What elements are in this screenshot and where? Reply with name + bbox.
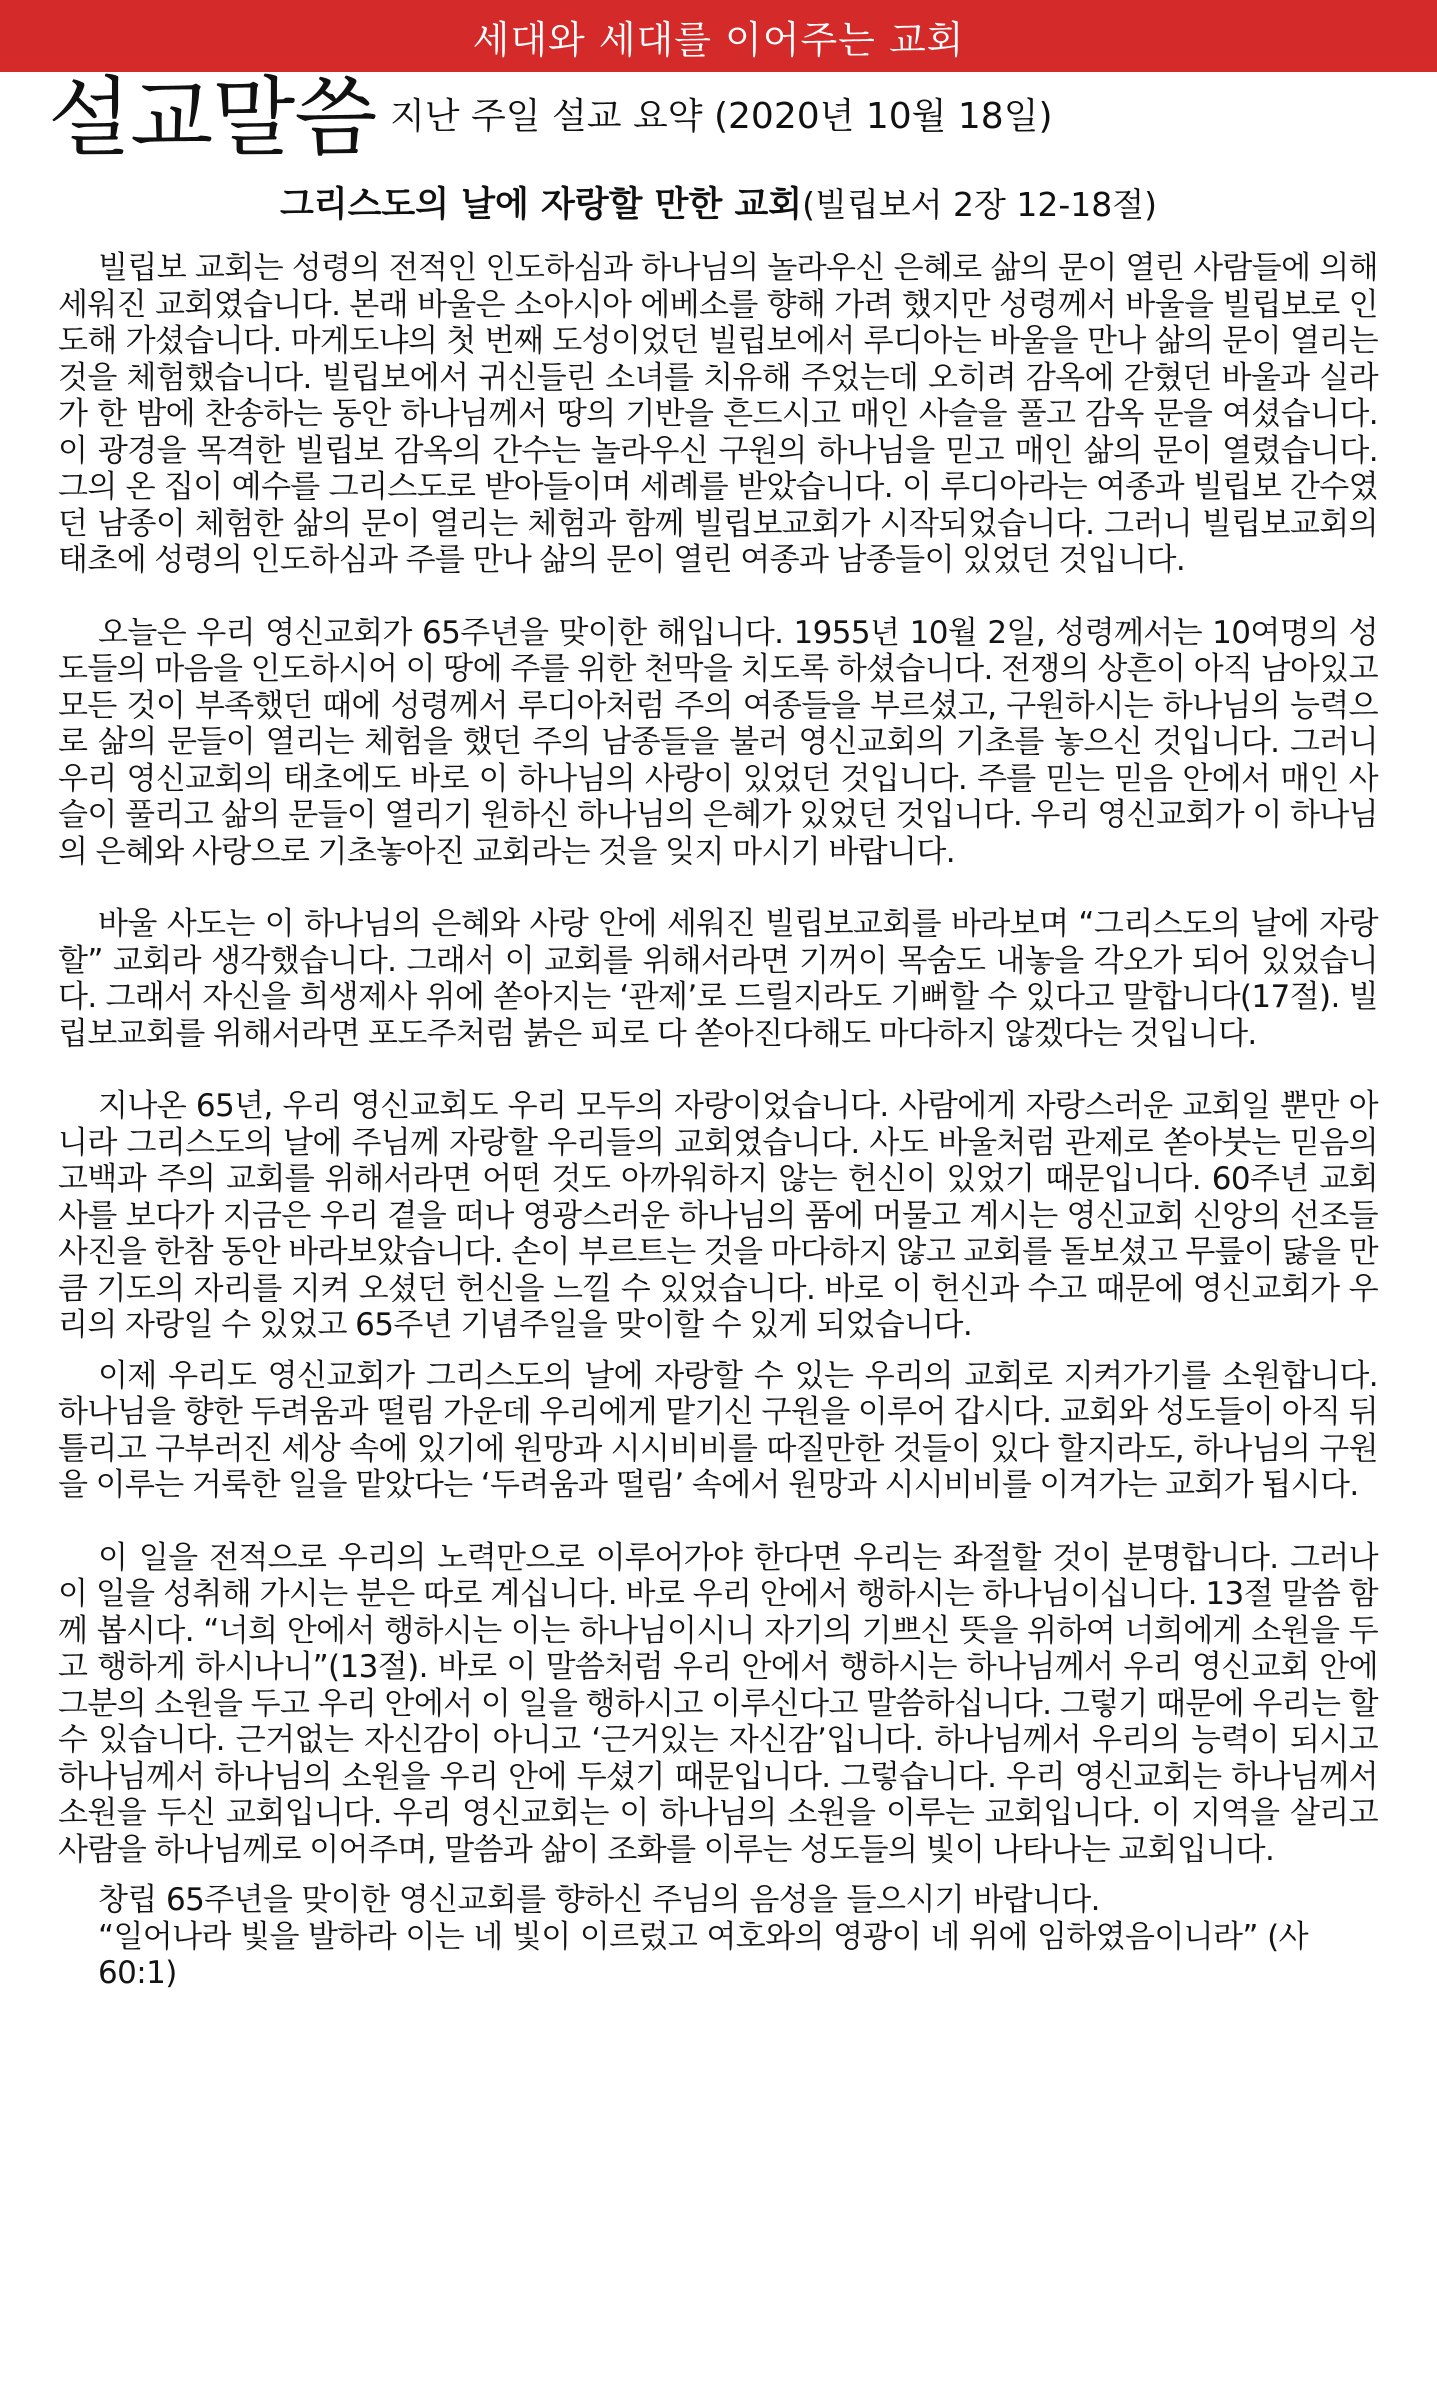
- closing-line: 창립 65주년을 맞이한 영신교회를 향하신 주님의 음성을 들으시기 바랍니다.: [98, 1882, 1100, 1918]
- header-banner: [0, 0, 1437, 72]
- closing-scripture: “일어나라 빛을 발하라 이는 네 빛이 이르렀고 여호와의 영광이 네 위에 임하였음이니라” (사 60:1): [98, 1918, 1308, 1991]
- banner-text: 세대와 세대를 이어주는 교회: [472, 17, 965, 62]
- sermon-body: [58, 250, 1378, 1992]
- sermon-title-text: 그리스도의 날에 자랑할 만한 교회: [280, 185, 803, 225]
- sermon-reference: (빌립보서 2장 12-18절): [802, 185, 1157, 224]
- paragraph: 바울 사도는 이 하나님의 은혜와 사랑 안에 세워진 빌립보교회를 바라보며 “그리스도의 날에 자랑할” 교회라 생각했습니다. 그래서 이 교회를 위해서라면 기꺼이 목숨도 내놓을 각오가 되어 있었습니다. 그래서 자신을 희생제사 위에 쏟아지는 ‘관제’로 드릴지라도 기뻐할 수 있다고 말합니다(17절). 빌립보교회를 위해서라면 포도주처럼 붉은 피로 다 쏟아진다해도 마다하지 않겠다는 것입니다.: [58, 906, 1378, 1052]
- closing-section: [58, 1882, 1378, 1992]
- paragraph: 오늘은 우리 영신교회가 65주년을 맞이한 해입니다. 1955년 10월 2일, 성령께서는 10여명의 성도들의 마음을 인도하시어 이 땅에 주를 위한 천막을 치도록 하셨습니다. 전쟁의 상흔이 아직 남아있고 모든 것이 부족했던 때에 성령께서 루디아처럼 주의 여종들을 부르셨고, 구원하시는 하나님의 능력으로 삶의 문들이 열리는 체험을 했던 주의 남종들을 불러 영신교회의 기초를 놓으신 것입니다. 그러니 우리 영신교회의 태초에도 바로 이 하나님의 사랑이 있었던 것입니다. 주를 믿는 믿음 안에서 매인 사슬이 풀리고 삶의 문들이 열리기 원하신 하나님의 은혜가 있었던 것입니다. 우리 영신교회가 이 하나님의 은혜와 사랑으로 기초놓아진 교회라는 것을 잊지 마시기 바랍니다.: [58, 614, 1378, 870]
- section-title: 설교말씀: [48, 68, 377, 168]
- paragraph: 지나온 65년, 우리 영신교회도 우리 모두의 자랑이었습니다. 사람에게 자랑스러운 교회일 뿐만 아니라 그리스도의 날에 주님께 자랑할 우리들의 교회였습니다. 사도 바울처럼 관제로 쏟아붓는 믿음의 고백과 주의 교회를 위해서라면 어떤 것도 아까워하지 않는 헌신이 있었기 때문입니다. 60주년 교회사를 보다가 지금은 우리 곁을 떠나 영광스러운 하나님의 품에 머물고 계시는 영신교회 신앙의 선조들 사진을 한참 동안 바라보았습니다. 손이 부르트는 것을 마다하지 않고 교회를 돌보셨고 무릎이 닳을 만큼 기도의 자리를 지켜 오셨던 헌신을 느낄 수 있었습니다. 바로 이 헌신과 수고 때문에 영신교회가 우리의 자랑일 수 있었고 65주년 기념주일을 맞이할 수 있게 되었습니다.: [58, 1088, 1378, 1343]
- summary-label: 지난 주일 설교 요약 (2020년 10월 18일): [390, 96, 1053, 137]
- paragraph: 이 일을 전적으로 우리의 노력만으로 이루어가야 한다면 우리는 좌절할 것이 분명합니다. 그러나 이 일을 성취해 가시는 분은 따로 계십니다. 바로 우리 안에서 행하시는 하나님이십니다. 13절 말씀 함께 봅시다. “너희 안에서 행하시는 이는 하나님이시니 자기의 기쁘신 뜻을 위하여 너희에게 소원을 두고 행하게 하시나니”(13절). 바로 이 말씀처럼 우리 안에서 행하시는 하나님께서 우리 영신교회 안에 그분의 소원을 두고 우리 안에서 이 일을 행하시고 이루신다고 말씀하십니다. 그렇기 때문에 우리는 할 수 있습니다. 근거없는 자신감이 아니고 ‘근거있는 자신감’입니다. 하나님께서 우리의 능력이 되시고 하나님께서 하나님의 소원을 우리 안에 두셨기 때문입니다. 그렇습니다. 우리 영신교회는 하나님께서 소원을 두신 교회입니다. 우리 영신교회는 이 하나님의 소원을 이루는 교회입니다. 이 지역을 살리고 사람을 하나님께로 이어주며, 말씀과 삶이 조화를 이루는 성도들의 빛이 나타나는 교회입니다.: [58, 1539, 1378, 1868]
- page-header: [40, 68, 1400, 178]
- paragraph: 빌립보 교회는 성령의 전적인 인도하심과 하나님의 놀라우신 은혜로 삶의 문이 열린 사람들에 의해 세워진 교회였습니다. 본래 바울은 소아시아 에베소를 향해 가려 했지만 성령께서 바울을 빌립보로 인도해 가셨습니다. 마게도냐의 첫 번째 도성이었던 빌립보에서 루디아는 바울을 만나 삶의 문이 열리는 것을 체험했습니다. 빌립보에서 귀신들린 소녀를 치유해 주었는데 오히려 감옥에 갇혔던 바울과 실라가 한 밤에 찬송하는 동안 하나님께서 땅의 기반을 흔드시고 매인 사슬을 풀고 감옥 문을 여셨습니다. 이 광경을 목격한 빌립보 감옥의 간수는 놀라우신 구원의 하나님을 믿고 매인 삶의 문이 열렸습니다. 그의 온 집이 예수를 그리스도로 받아들이며 세례를 받았습니다. 이 루디아라는 여종과 빌립보 간수였던 남종이 체험한 삶의 문이 열리는 체험과 함께 빌립보교회가 시작되었습니다. 그러니 빌립보교회의 태초에 성령의 인도하심과 주를 만나 삶의 문이 열린 여종과 남종들이 있었던 것입니다.: [58, 250, 1378, 578]
- paragraph: 이제 우리도 영신교회가 그리스도의 날에 자랑할 수 있는 우리의 교회로 지켜가기를 소원합니다. 하나님을 향한 두려움과 떨림 가운데 우리에게 맡기신 구원을 이루어 갑시다. 교회와 성도들이 아직 뒤틀리고 구부러진 세상 속에 있기에 원망과 시시비비를 따질만한 것들이 있다 할지라도, 하나님의 구원을 이루는 거룩한 일을 맡았다는 ‘두려움과 떨림’ 속에서 원망과 시시비비를 이겨가는 교회가 됩시다.: [58, 1357, 1378, 1503]
- sermon-title: [0, 180, 1437, 230]
